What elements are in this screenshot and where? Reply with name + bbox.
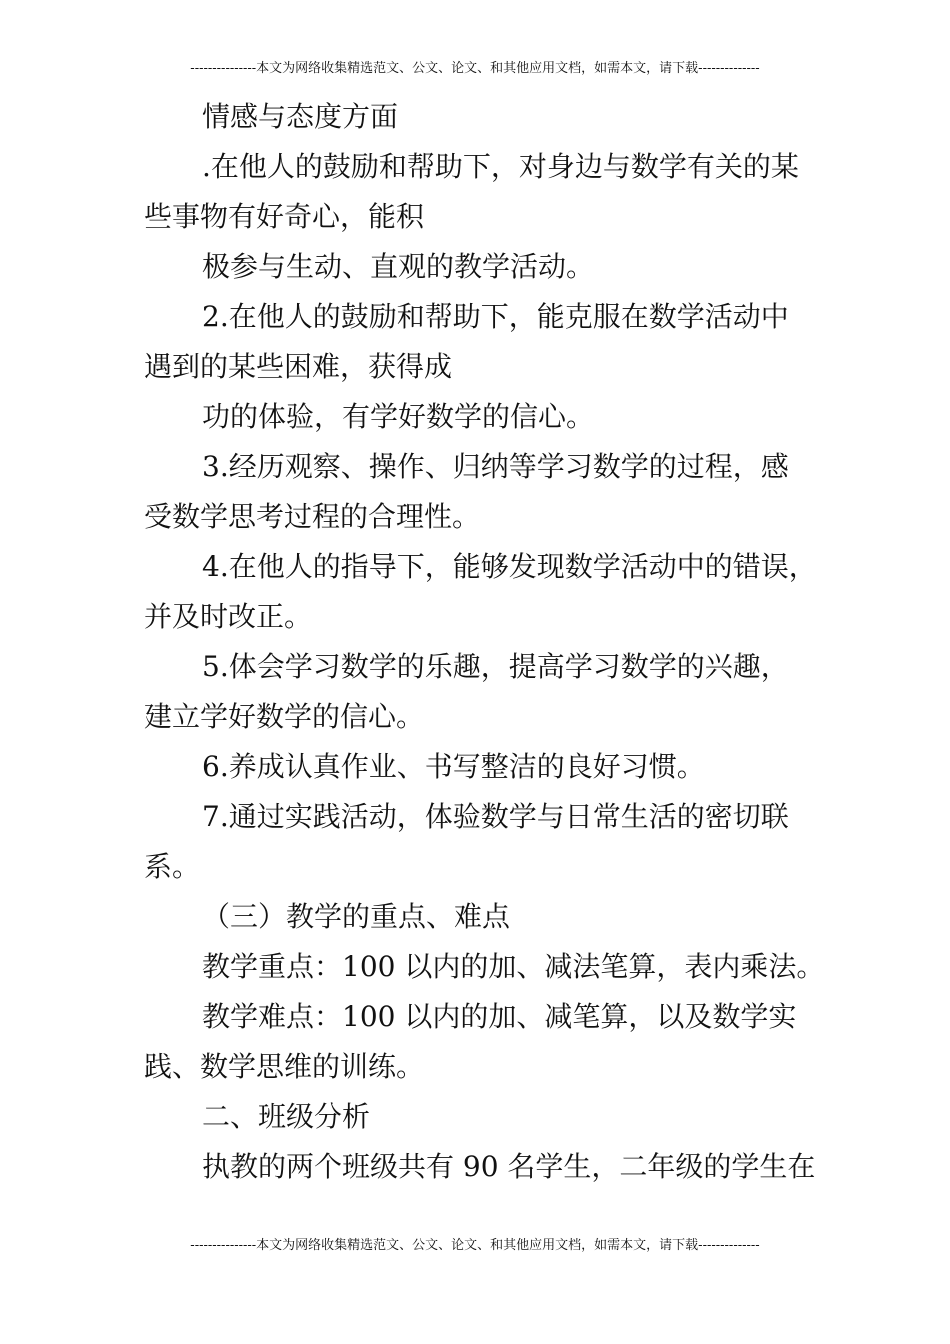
- list-item-5: [144, 642, 810, 742]
- paragraph-line: 4.在他人的指导下，能够发现数学活动中的错误，: [202, 550, 817, 583]
- page-header: ---------------本文为网络收集精选范文、公文、论文、和其他应用文档，如需本文，请下载--------------: [190, 61, 760, 76]
- list-item-6: [144, 742, 810, 792]
- class-analysis-text: [144, 1142, 816, 1192]
- paragraph-line: 7.通过实践活动，体验数学与日常生活的密切联: [202, 800, 789, 833]
- paragraph-line: 教学难点：100 以内的加、减笔算，以及数学实: [202, 1000, 797, 1033]
- paragraph-continuation: 系。: [144, 850, 201, 883]
- paragraph-continuation: 建立学好数学的信心。: [144, 700, 425, 733]
- paragraph-continuation: 些事物有好奇心，能积: [144, 200, 425, 233]
- list-item-1: [144, 142, 810, 242]
- paragraph-continuation: 受数学思考过程的合理性。: [144, 500, 481, 533]
- paragraph-line: 5.体会学习数学的乐趣，提高学习数学的兴趣，: [202, 650, 789, 683]
- paragraph-line: .在他人的鼓励和帮助下，对身边与数学有关的某: [202, 150, 799, 183]
- paragraph-continuation: 并及时改正。: [144, 600, 313, 633]
- list-item-2: [144, 292, 810, 392]
- paragraph-line: 教学重点：100 以内的加、减法笔算，表内乘法。: [202, 950, 825, 983]
- paragraph-continuation: 遇到的某些困难，获得成: [144, 350, 453, 383]
- paragraph-line: 功的体验，有学好数学的信心。: [202, 400, 595, 433]
- document-body: [144, 92, 825, 1192]
- paragraph-line: 二、班级分析: [202, 1100, 371, 1133]
- teaching-difficult-points: [144, 992, 810, 1092]
- paragraph-text: [144, 242, 810, 292]
- paragraph-text: [144, 392, 810, 442]
- paragraph-line: （三）教学的重点、难点: [202, 900, 511, 933]
- paragraph-line: 执教的两个班级共有 90 名学生，二年级的学生在: [202, 1150, 816, 1183]
- heading-key-difficult-points: [144, 892, 810, 942]
- list-item-3: [144, 442, 810, 542]
- heading-emotion-attitude: [144, 92, 810, 142]
- paragraph-line: 情感与态度方面: [202, 100, 399, 133]
- paragraph-line: 极参与生动、直观的教学活动。: [202, 250, 595, 283]
- paragraph-continuation: 践、数学思维的训练。: [144, 1050, 425, 1083]
- paragraph-line: 2.在他人的鼓励和帮助下，能克服在数学活动中: [202, 300, 789, 333]
- teaching-key-points: [144, 942, 825, 992]
- paragraph-line: 6.养成认真作业、书写整洁的良好习惯。: [202, 750, 705, 783]
- heading-class-analysis: [144, 1092, 810, 1142]
- page-footer: ---------------本文为网络收集精选范文、公文、论文、和其他应用文档，如需本文，请下载--------------: [190, 1238, 760, 1253]
- paragraph-line: 3.经历观察、操作、归纳等学习数学的过程，感: [202, 450, 789, 483]
- list-item-4: [144, 542, 817, 642]
- list-item-7: [144, 792, 810, 892]
